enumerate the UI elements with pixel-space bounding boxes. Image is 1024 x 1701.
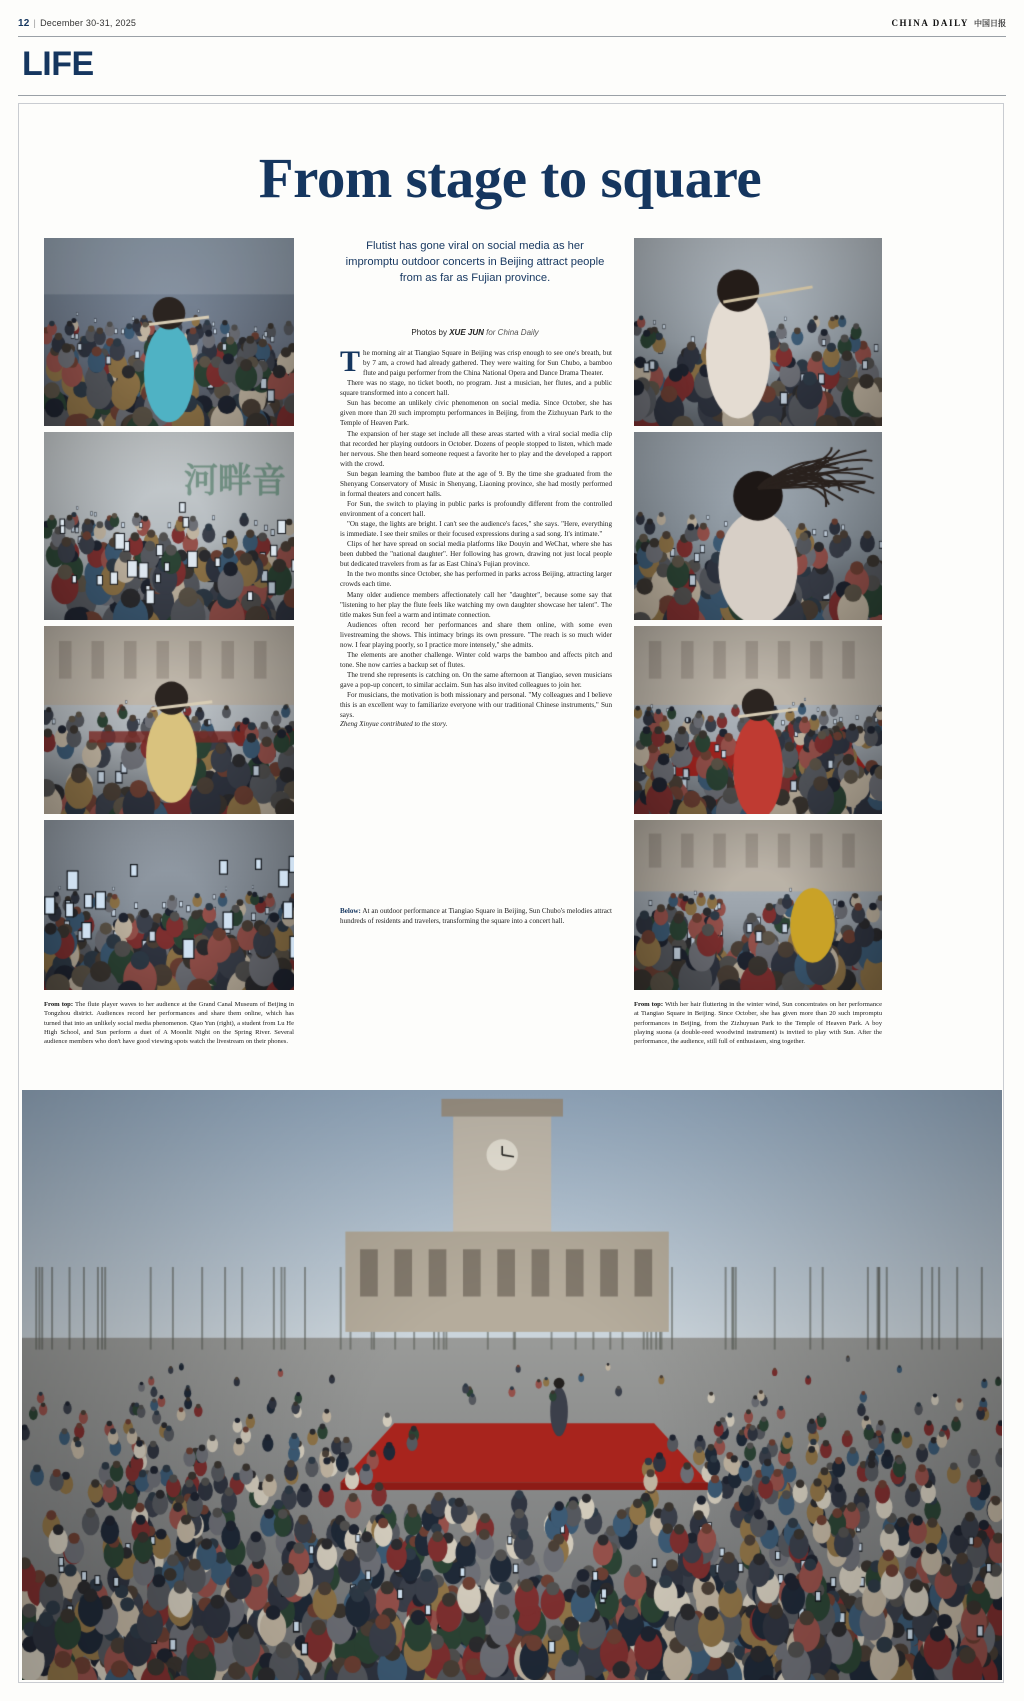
article-paragraph: Sun began learning the bamboo flute at the age of 9. By the time she graduated from the Shenyang Conservatory of Music in Shenyang, Liaoning province, she had mostly performed in formal theaters and concert halls. (340, 469, 612, 498)
caption-right-text: With her hair fluttering in the winter wind, Sun concentrates on her performance at Tiangiao Square in Beijing. Since October, she has given more than 20 such impromptu performances in Beijing, from the Zizhuyuan Park to the Temple of Heaven Park. A boy playing suona (a double-reed woodwind instrument) is invited to play with Sun. After the performance, the audience, still full of enthusiasm, sing together. (634, 1001, 883, 1046)
page-headline: From stage to square (258, 147, 762, 210)
below-caption-text: At an outdoor performance at Tiangiao Square in Beijing, Sun Chubo's melodies attract hundreds of residents and travelers, transforming the square into a concert hall. (340, 907, 612, 926)
section-divider (18, 95, 1006, 96)
folio (18, 18, 136, 29)
article-paragraph: For musicians, the motivation is both missionary and personal. "My colleagues and I believe this is an excellent way to familiarize everyone with our traditional Chinese instruments," Sun says. (340, 691, 612, 720)
article-paragraph: Sun has become an unlikely civic phenomenon on social media. Since October, she has given more than 20 such impromptu performances in Beijing, from the Zizhuyuan Park to the Temple of Heaven Park. (340, 399, 612, 428)
article-paragraph: Audiences often record her performances and share them online, with some even livestreaming the shows. This intimacy brings its own pressure. "The reach is so much wider now. I fear playing poorly, so I practice more intensely," she admits. (340, 620, 612, 649)
article-paragraph: The trend she represents is catching on. On the same afternoon at Tiangiao, seven musicians gave a pop-up concert, to similar acclaim. Sun has also invited colleagues to join her. (340, 671, 612, 690)
article-paragraph: In the two months since October, she has performed in parks across Beijing, attracting larger crowds each time. (340, 570, 612, 589)
brand-chinese: 中国日报 (974, 19, 1006, 28)
drop-cap: T (340, 345, 361, 378)
caption-right-label: From top: (634, 1001, 664, 1008)
caption-left-text: The flute player waves to her audience at the Grand Canal Museum of Beijing in Tongzhou district. Audiences record her performances and share them online, which has turned that into an unlikely social media phenomenon. Qiao Yun (right), a student from Lu He High School, and Sun perform a duet of A Moonlit Night on the Spring River. Several audience members who don't have good viewing spots watch the livestream on their phones. (44, 1001, 294, 1046)
photo-credit-prefix: Photos by (411, 328, 447, 337)
article-paragraph: For Sun, the switch to playing in public parks is profoundly different from the controlled environment of a concert hall. (340, 499, 612, 518)
photo-credit-outlet: for China Daily (486, 328, 539, 337)
photographer-name: XUE JUN (449, 328, 484, 337)
caption-left-column (44, 1000, 294, 1047)
caption-right-column (634, 1000, 882, 1047)
photo-boy-suona (634, 820, 882, 990)
masthead (18, 18, 1006, 37)
photo-flute-closeup (634, 238, 882, 426)
photo-crowd-wave (44, 238, 294, 426)
section-title: LIFE (22, 45, 94, 83)
contributor-line: Zheng Xinyue contributed to the story. (340, 720, 448, 729)
photo-audience-livestream (44, 820, 294, 990)
photo-phones-recording (44, 432, 294, 620)
article-paragraph: The morning air at Tiangiao Square in Beijing was crisp enough to see one's breath, but by 7 am, a crowd had already gathered. They were waiting for Sun Chubo, a bamboo flute and paigu performer from the China National Opera and Dance Drama Theater. (340, 345, 612, 378)
article-body (340, 345, 612, 730)
below-photo-caption (340, 906, 612, 927)
article-paragraph: The expansion of her stage set include all these areas started with a viral social media clip that recorded her playing outdoors in October. Dozens of people stopped to listen, which made her nervous. She then heard someone request a favorite her to play and the developed a rapport with the crowd. (340, 429, 612, 468)
folio-date: December 30-31, 2025 (40, 18, 137, 28)
photo-main-square (22, 1090, 1002, 1680)
photo-square-crowd (634, 626, 882, 814)
photo-credit (340, 328, 610, 337)
page-number: 12 (18, 18, 30, 29)
article-paragraph: "On stage, the lights are bright. I can't see the audience's faces," she says. "Here, everything is immediate. I see their smiles or their focused expressions during a sad song. It's intimate." (340, 520, 612, 539)
photo-hair-wind (634, 432, 882, 620)
photo-duet-stage (44, 626, 294, 814)
article-paragraph: The elements are another challenge. Winter cold warps the bamboo and affects pitch and tone. She now carries a backup set of flutes. (340, 650, 612, 669)
brand-english: CHINA DAILY (891, 18, 969, 28)
article-paragraph: Many older audience members affectionately call her "daughter", because some say that "listening to her play the flute feels like watching my own daughter showcase her talent". The title makes Sun feel a warm and intimate connection. (340, 590, 612, 619)
below-caption-label: Below: (340, 907, 361, 915)
article-paragraph: There was no stage, no ticket booth, no program. Just a musician, her flutes, and a public square transformed into a concert hall. (340, 379, 612, 398)
folio-separator: | (33, 18, 37, 28)
article-paragraph: Clips of her have spread on social media platforms like Douyin and WeChat, where she has been dubbed the "national daughter". Her following has grown, drawing not just local people but dedicated travelers from as far as East China's Fujian province. (340, 540, 612, 569)
standfirst: Flutist has gone viral on social media as her impromptu outdoor concerts in Beijing attract people from as far as Fujian province. (345, 240, 605, 285)
brand-name (891, 18, 1006, 29)
caption-left-label: From top: (44, 1001, 74, 1008)
